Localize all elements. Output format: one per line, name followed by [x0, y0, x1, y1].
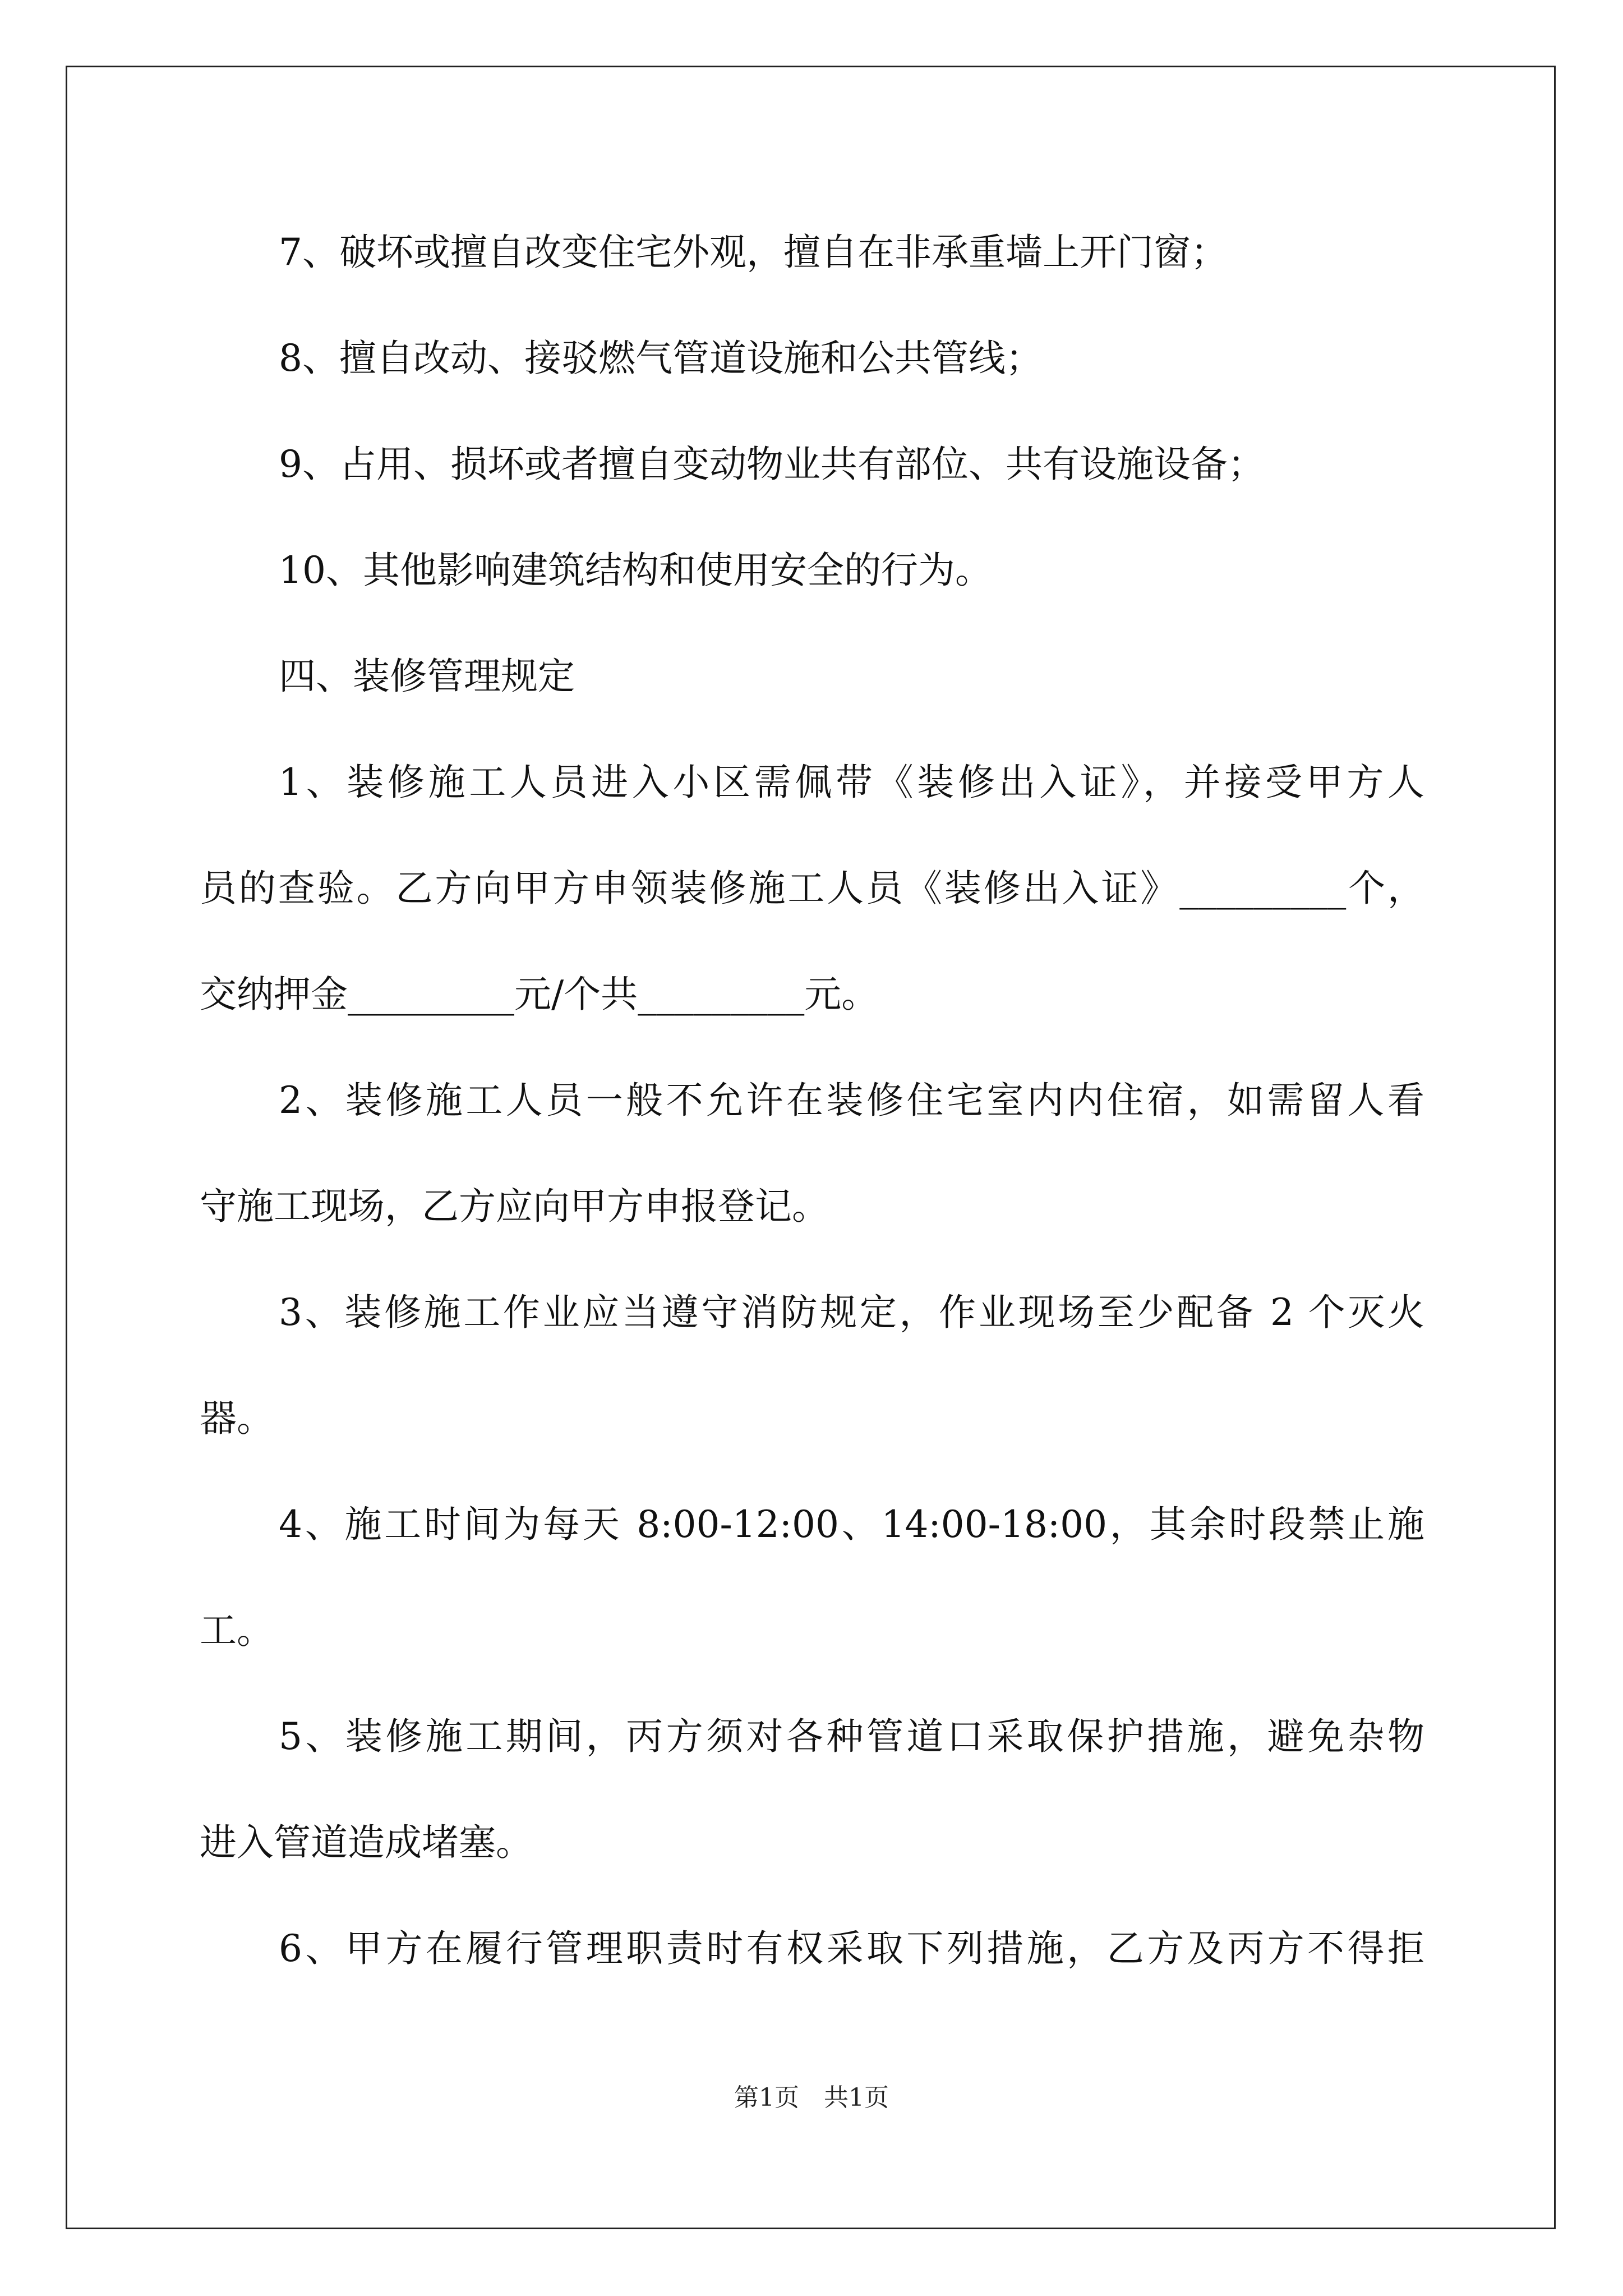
page-border — [66, 66, 1556, 2229]
rule-1-line-3: 交纳押金_________元/个共_________元。 — [200, 973, 879, 1016]
rule-2-line-1: 2、装修施工人员一般不允许在装修住宅室内内住宿，如需留人看 — [279, 1079, 1424, 1122]
rule-6-line-1: 6、甲方在履行管理职责时有权采取下列措施，乙方及丙方不得拒 — [279, 1927, 1424, 1970]
rule-2-line-2: 守施工现场，乙方应向甲方申报登记。 — [200, 1185, 829, 1228]
rule-3-line-2: 器。 — [200, 1397, 274, 1440]
rule-1-line-2: 员的查验。乙方向甲方申领装修施工人员《装修出入证》_________个， — [200, 867, 1424, 910]
rule-5-line-2: 进入管道造成堵塞。 — [200, 1821, 533, 1864]
paragraph-item-7: 7、破坏或擅自改变住宅外观，擅自在非承重墙上开门窗； — [279, 231, 1228, 274]
paragraph-item-8: 8、擅自改动、接驳燃气管道设施和公共管线； — [279, 337, 1043, 380]
rule-1-line-1: 1、装修施工人员进入小区需佩带《装修出入证》，并接受甲方人 — [279, 761, 1424, 804]
section-heading: 四、装修管理规定 — [279, 655, 575, 698]
paragraph-item-9: 9、占用、损坏或者擅自变动物业共有部位、共有设施设备； — [279, 443, 1265, 486]
rule-4-line-1: 4、施工时间为每天 8:00-12:00、14:00-18:00，其余时段禁止施 — [279, 1503, 1424, 1546]
rule-3-line-1: 3、装修施工作业应当遵守消防规定，作业现场至少配备 2 个灭火 — [279, 1291, 1424, 1334]
paragraph-item-10: 10、其他影响建筑结构和使用安全的行为。 — [279, 549, 992, 592]
rule-4-line-2: 工。 — [200, 1609, 274, 1652]
rule-5-line-1: 5、装修施工期间，丙方须对各种管道口采取保护措施，避免杂物 — [279, 1715, 1424, 1758]
page-number-footer: 第1页 共1页 — [734, 2083, 889, 2112]
